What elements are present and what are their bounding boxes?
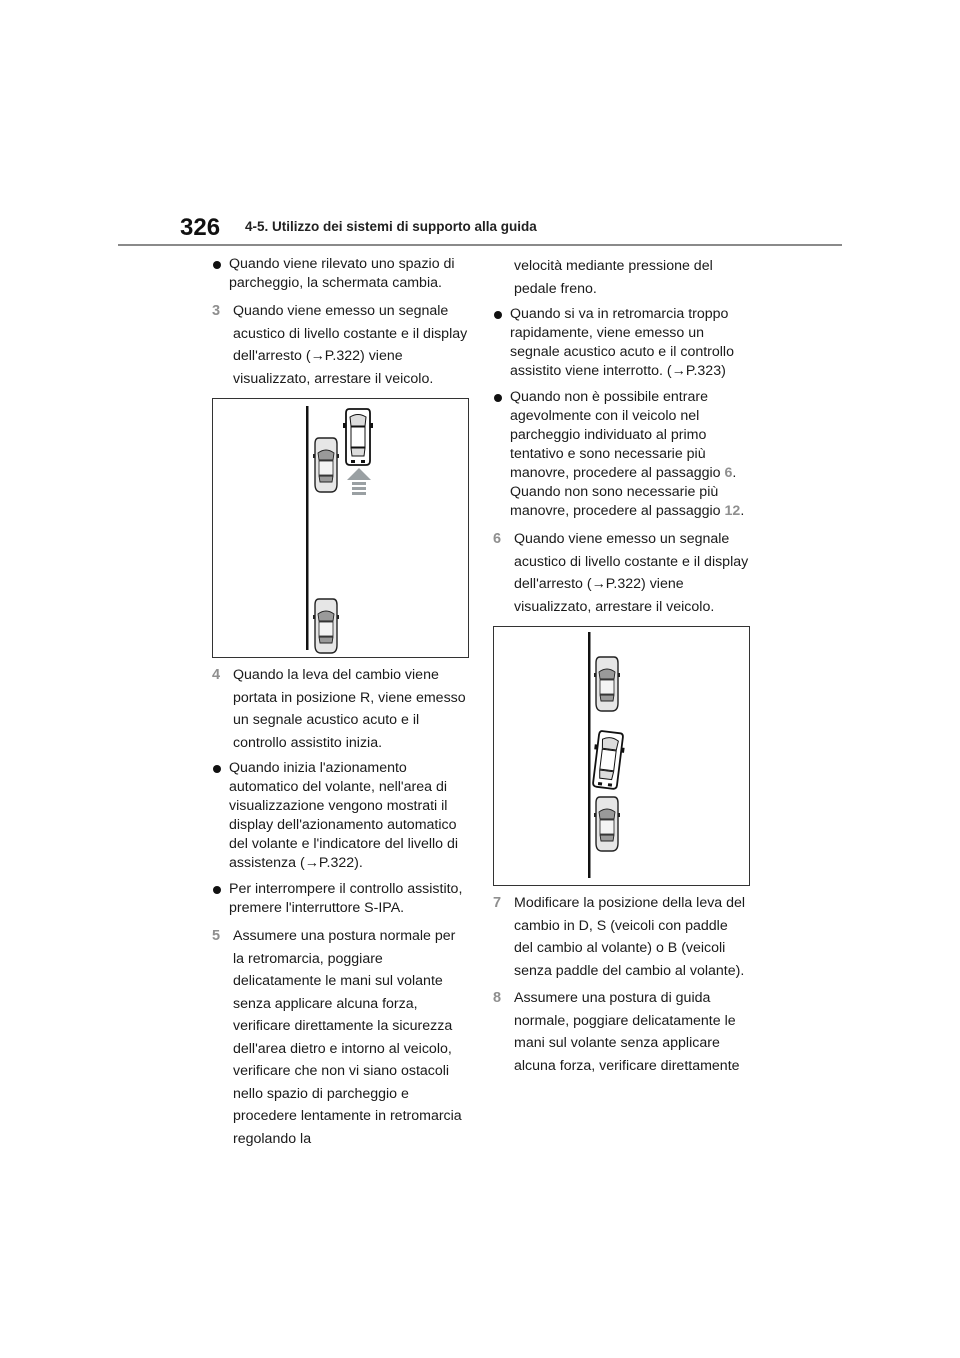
bullet-multiple-maneuvers: Quando non è possibile entrare agevolmente con il veicolo nel parcheggio individuato al primo tentativo e sono necessarie più manovre, procedere al passaggio 6. Quando non sono necessarie più manovre, procedere al passaggio 12. <box>493 388 749 521</box>
step-text: Quando la leva del cambio viene portata in posizione R, viene emesso un segnale acustico acuto e il controllo assistito inizia. <box>233 667 466 751</box>
own-vehicle <box>343 409 373 465</box>
bullet-text-2: Quando non sono necessarie più manovre, procedere al passaggio <box>510 484 721 519</box>
forward-arrow-icon <box>347 468 371 495</box>
parking-line <box>306 406 309 650</box>
bullet-steering-auto: Quando inizia l'azionamento automatico del volante, nell'area di visualizzazione vengono mostrati il display dell'azionamento automatico del volante e l'indicatore del livello di assistenza (→P.322). <box>212 759 468 873</box>
step-4 <box>212 664 468 754</box>
step-text: Assumere una postura normale per la retromarcia, poggiare delicatamente le mani sul volante senza applicare alcuna forza, verificare direttamente la sicurezza dell'area dietro e intorno al veicolo, verificare che non vi siano ostacoli nello spazio di parcheggio e procedere lentamente in retromarcia regolando la <box>233 928 462 1147</box>
step-number: 5 <box>212 928 221 944</box>
step-number: 4 <box>212 667 221 683</box>
step-8 <box>493 987 749 1077</box>
parked-car-rear <box>594 797 620 851</box>
step-ref-6: 6 <box>724 465 733 481</box>
step-number: 7 <box>493 895 502 911</box>
right-column <box>493 255 749 1082</box>
bullet-reverse-fast: Quando si va in retromarcia troppo rapidamente, viene emesso un segnale acustico acuto e il controllo assistito viene interrotto. (→P.323) <box>493 305 749 381</box>
step-3 <box>212 300 468 390</box>
step-5 <box>212 925 468 1150</box>
parking-figure-1 <box>212 398 469 658</box>
page-number: 326 <box>180 214 221 241</box>
parked-car-rear <box>313 599 339 653</box>
step-5-continued: velocità mediante pressione del pedale freno. <box>514 258 713 297</box>
step-number: 3 <box>212 303 221 319</box>
step-number: 8 <box>493 990 502 1006</box>
step-6 <box>493 528 749 618</box>
step-text: Quando viene emesso un segnale acustico di livello costante e il display dell'arresto (→P.322) viene visualizzato, arrestare il veicolo. <box>514 531 749 615</box>
bullet-interrupt: Per interrompere il controllo assistito, premere l'interruttore S-IPA. <box>212 880 468 918</box>
bullet-text: Quando non è possibile entrare agevolmente con il veicolo nel parcheggio individuato al primo tentativo e sono necessarie più manovre, procedere al passaggio <box>510 389 721 481</box>
step-7 <box>493 892 749 982</box>
own-vehicle <box>590 730 627 789</box>
parked-car-front <box>313 438 339 492</box>
header-rule <box>118 244 842 246</box>
parking-diagram-2 <box>494 627 749 885</box>
step-ref-12: 12 <box>724 503 741 519</box>
parking-line <box>588 632 591 878</box>
parked-car-front <box>594 657 620 711</box>
bullet-space-detected: Quando viene rilevato uno spazio di parcheggio, la schermata cambia. <box>212 255 468 293</box>
step-text: Modificare la posizione della leva del cambio in D, S (veicoli con paddle del cambio al volante) o B (veicoli senza paddle del cambio al volante). <box>514 895 746 979</box>
left-column <box>212 255 468 1155</box>
parking-diagram-1 <box>213 399 468 657</box>
step-text: Assumere una postura di guida normale, poggiare delicatamente le mani sul volante senza applicare alcuna forza, verificare direttamente <box>514 990 740 1074</box>
section-title: 4-5. Utilizzo dei sistemi di supporto alla guida <box>245 219 537 234</box>
step-text: Quando viene emesso un segnale acustico di livello costante e il display dell'arresto (→P.322) viene visualizzato, arrestare il veicolo. <box>233 303 468 387</box>
step-number: 6 <box>493 531 502 547</box>
parking-figure-2 <box>493 626 750 886</box>
